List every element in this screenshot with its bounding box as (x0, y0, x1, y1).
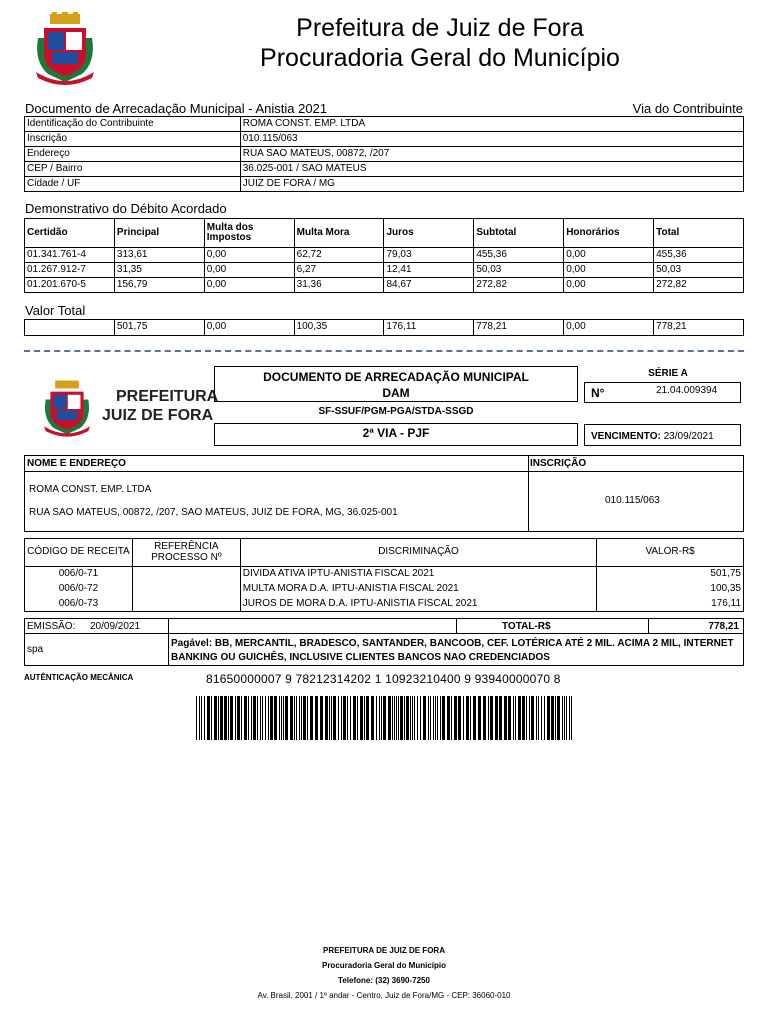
debt-cell: 0,00 (564, 248, 654, 263)
total-cell: 0,00 (204, 320, 294, 336)
contribuinte-nome: ROMA CONST. EMP. LTDA (29, 484, 152, 495)
debt-cell: 50,03 (654, 263, 744, 278)
dam-via-box (214, 423, 578, 446)
debt-header: Multa Mora (294, 219, 384, 248)
debt-cell: 272,82 (474, 278, 564, 293)
debt-header: Certidão (25, 219, 115, 248)
contributor-value: ROMA CONST. EMP. LTDA (240, 117, 743, 132)
footer-line1: PREFEITURA DE JUIZ DE FORA (323, 946, 445, 955)
debt-cell: 50,03 (474, 263, 564, 278)
contributor-table (24, 116, 744, 192)
debt-cell: 31,35 (114, 263, 204, 278)
footer-line2: Procuradoria Geral do Município (321, 961, 447, 970)
contribuinte-endereco: RUA SAO MATEUS, 00872, /207, SAO MATEUS, JUIZ DE FORA, MG, 36.025-001 (29, 507, 398, 518)
numero-box (584, 382, 741, 403)
cut-line (24, 350, 744, 352)
debt-cell: 272,82 (654, 278, 744, 293)
emissao-label: EMISSÃO: (27, 621, 76, 632)
debt-cell: 455,36 (474, 248, 564, 263)
contributor-label: Inscrição (25, 132, 241, 147)
debt-header: Subtotal (474, 219, 564, 248)
dam-title-line2: DAM (382, 386, 410, 400)
dam-sector: SF-SSUF/PGM-PGA/STDA-SSGD (318, 406, 474, 417)
contributor-label: Cidade / UF (25, 177, 241, 192)
debt-cell: 79,03 (384, 248, 474, 263)
logo-text-line1: PREFEITURA (116, 388, 219, 405)
total-cell: 100,35 (294, 320, 384, 336)
linha-digitavel: 81650000007 9 78212314202 1 10923210400 9 93940000070 8 (206, 672, 561, 686)
debt-header: Multa dos Impostos (204, 219, 294, 248)
debt-cell: 455,36 (654, 248, 744, 263)
contributor-label: CEP / Bairro (25, 162, 241, 177)
debt-cell: 0,00 (204, 263, 294, 278)
items-header: REFERÊNCIA PROCESSO Nº (132, 539, 240, 567)
debt-cell: 01.201.670-5 (25, 278, 115, 293)
debt-cell: 01.341.761-4 (25, 248, 115, 263)
serie-label: SÉRIE A (648, 368, 688, 379)
pagavel-box (24, 633, 744, 666)
item-desc: MULTA MORA D.A. IPTU-ANISTIA FISCAL 2021 (240, 582, 596, 597)
debt-table (24, 218, 744, 293)
item-ref (132, 597, 240, 612)
crest-small-icon (38, 379, 96, 439)
contributor-value: 010.115/063 (240, 132, 743, 147)
barcode-icon (196, 696, 574, 740)
total-cell: 778,21 (654, 320, 744, 336)
item-codigo: 006/0-73 (25, 597, 133, 612)
item-desc: DIVIDA ATIVA IPTU-ANISTIA FISCAL 2021 (240, 567, 596, 582)
debt-section-title: Demonstrativo do Débito Acordado (25, 201, 227, 216)
numero-value: 21.04.009394 (656, 385, 718, 396)
item-codigo: 006/0-71 (25, 567, 133, 582)
total-label: TOTAL-R$ (502, 621, 551, 632)
debt-cell: 0,00 (564, 263, 654, 278)
debt-header: Juros (384, 219, 474, 248)
header-title-line1: Prefeitura de Juiz de Fora (296, 14, 584, 42)
contributor-value: 36.025-001 / SAO MATEUS (240, 162, 743, 177)
debt-cell: 156,79 (114, 278, 204, 293)
dam-title-line1: DOCUMENTO DE ARRECADAÇÃO MUNICIPAL (263, 370, 529, 384)
total-cell: 501,75 (114, 320, 204, 336)
item-desc: JUROS DE MORA D.A. IPTU-ANISTIA FISCAL 2021 (240, 597, 596, 612)
crest-icon (34, 12, 96, 88)
item-ref (132, 582, 240, 597)
doc-title: Documento de Arrecadação Municipal - Anistia 2021 (25, 101, 328, 116)
contributor-label: Identificação do Contribuinte (25, 117, 241, 132)
debt-header: Total (654, 219, 744, 248)
total-cell: 176,11 (384, 320, 474, 336)
logo-text-line2: JUIZ DE FORA (102, 407, 214, 424)
header-title-line2: Procuradoria Geral do Município (260, 44, 620, 72)
doc-via: Via do Contribuinte (632, 101, 743, 116)
pagavel-text: Pagável: BB, MERCANTIL, BRADESCO, SANTANDER, BANCOOB, CEF. LOTÉRICA ATÉ 2 MIL. ACIMA 2 MIL, INTERNET BANKING OU GUICHÊS, INCLUSIVE CLIENTES BANCOS NAO CREDENCIADOS (171, 638, 734, 663)
spa-label: spa (27, 644, 44, 655)
inscricao-label: INSCRIÇÃO (530, 458, 587, 469)
vencimento-box (584, 424, 741, 446)
dam-via: 2ª VIA - PJF (362, 426, 430, 440)
debt-header: Honorários (564, 219, 654, 248)
debt-cell: 01.267.912-7 (25, 263, 115, 278)
autenticacao-label: AUTÊNTICAÇÃO MECÂNICA (24, 673, 134, 682)
debt-cell: 31,36 (294, 278, 384, 293)
debt-cell: 84,67 (384, 278, 474, 293)
inscricao-value: 010.115/063 (605, 495, 660, 506)
debt-cell: 313,61 (114, 248, 204, 263)
vencimento-label: VENCIMENTO: (591, 431, 661, 442)
item-valor: 176,11 (597, 597, 744, 612)
debt-cell: 12,41 (384, 263, 474, 278)
items-header: CÓDIGO DE RECEITA (25, 539, 133, 567)
debt-cell: 0,00 (204, 278, 294, 293)
items-header: DISCRIMINAÇÃO (240, 539, 596, 567)
item-valor: 501,75 (597, 567, 744, 582)
total-cell (25, 320, 115, 336)
item-codigo: 006/0-72 (25, 582, 133, 597)
debt-cell: 0,00 (204, 248, 294, 263)
contributor-label: Endereço (25, 147, 241, 162)
total-section-title: Valor Total (25, 303, 86, 318)
total-table (24, 319, 744, 336)
footer-line4: Av. Brasil, 2001 / 1º andar - Centro, Juiz de Fora/MG - CEP: 36060-010 (257, 991, 511, 1000)
debt-cell: 62,72 (294, 248, 384, 263)
name-address-box (24, 455, 744, 532)
items-header: VALOR-R$ (597, 539, 744, 567)
total-value: 778,21 (708, 621, 739, 632)
debt-cell: 0,00 (564, 278, 654, 293)
debt-cell: 6,27 (294, 263, 384, 278)
item-ref (132, 567, 240, 582)
total-cell: 0,00 (564, 320, 654, 336)
contributor-value: RUA SAO MATEUS, 00872, /207 (240, 147, 743, 162)
debt-header: Principal (114, 219, 204, 248)
footer-line3: Telefone: (32) 3690-7250 (338, 976, 430, 985)
numero-label: N° (591, 386, 605, 400)
nome-endereco-label: NOME E ENDEREÇO (27, 458, 126, 469)
dam-title-box (214, 366, 578, 402)
emissao-value: 20/09/2021 (90, 621, 141, 632)
total-cell: 778,21 (474, 320, 564, 336)
item-valor: 100,35 (597, 582, 744, 597)
items-table (24, 538, 744, 612)
emissao-total-box (24, 618, 744, 634)
vencimento-value: 23/09/2021 (663, 431, 714, 442)
contributor-value: JUIZ DE FORA / MG (240, 177, 743, 192)
